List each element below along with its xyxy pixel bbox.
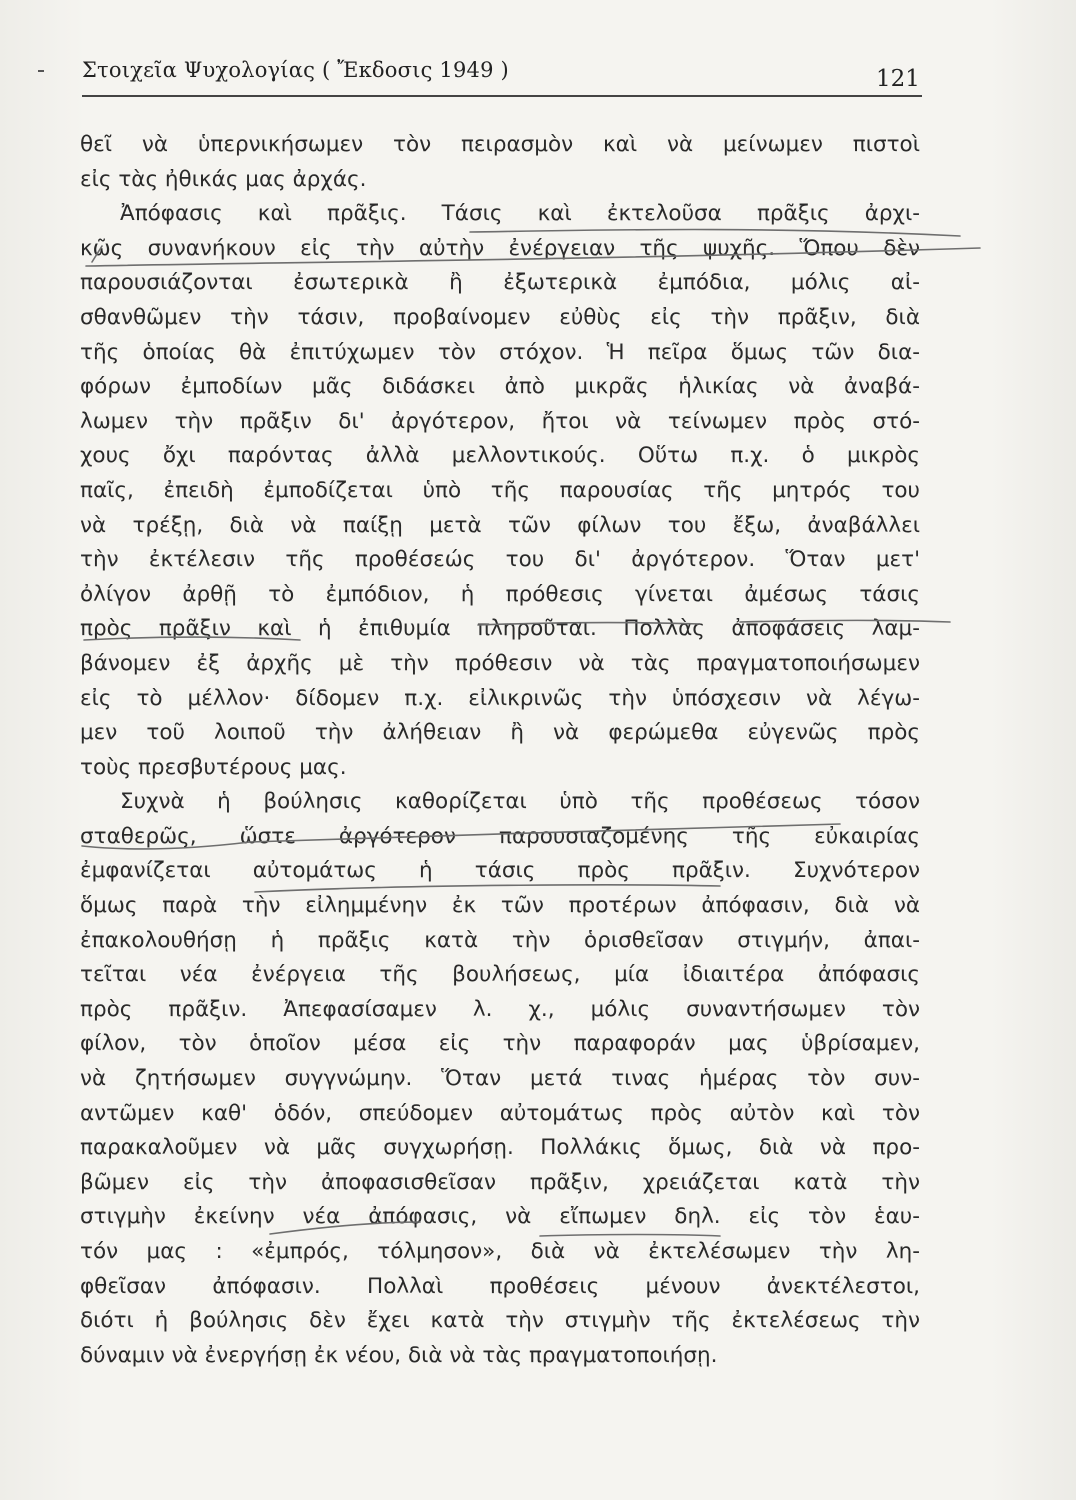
text-line: βῶμεν εἰς τὴν ἀποφασισθεῖσαν πρᾶξιν, χρειάζεται κατὰ τὴν — [80, 1169, 920, 1195]
text-line: στιγμὴν ἐκείνην νέα ἀπόφασις, νὰ εἴπωμεν δηλ. εἰς τὸν ἑαυ- — [80, 1204, 920, 1230]
text-line: φόρων ἐμποδίων μᾶς διδάσκει ἀπὸ μικρᾶς ἡλικίας νὰ ἀναβά- — [80, 374, 920, 400]
body-text — [80, 128, 920, 1373]
text-line: σθανθῶμεν τὴν τάσιν, προβαίνομεν εὐθὺς εἰς τὴν πρᾶξιν, διὰ — [80, 304, 920, 330]
text-line: ἐμφανίζεται αὐτομάτως ἡ τάσις πρὸς πρᾶξιν. Συχνότερον — [80, 858, 920, 884]
text-line: τεῖται νέα ἐνέργεια τῆς βουλήσεως, μία ἰδιαιτέρα ἀπόφασις — [80, 962, 920, 988]
text-line: Ἀπόφασις καὶ πρᾶξις. Τάσις καὶ ἐκτελοῦσα πρᾶξις ἀρχι- — [120, 201, 920, 227]
text-line: εἰς τὰς ἠθικάς μας ἀρχάς. — [80, 166, 367, 192]
text-line: παρακαλοῦμεν νὰ μᾶς συγχωρήσῃ. Πολλάκις ὅμως, διὰ νὰ προ- — [80, 1135, 920, 1161]
text-line: σταθερῶς, ὥστε ἀργότερον παρουσιαζομένης τῆς εὐκαιρίας — [80, 823, 920, 849]
text-line: δύναμιν νὰ ἐνεργήσῃ ἐκ νέου, διὰ νὰ τὰς πραγματοποιήσῃ. — [80, 1342, 718, 1368]
text-line: φίλον, τὸν ὁποῖον μέσα εἰς τὴν παραφοράν μας ὑβρίσαμεν, — [80, 1031, 920, 1057]
text-line: Συχνὰ ἡ βούλησις καθορίζεται ὑπὸ τῆς προθέσεως τόσον — [120, 789, 920, 815]
text-line: νὰ ζητήσωμεν συγγνώμην. Ὅταν μετά τινας ἡμέρας τὸν συν- — [80, 1066, 920, 1092]
text-line: νὰ τρέξῃ, διὰ νὰ παίξῃ μετὰ τῶν φίλων του ἔξω, ἀναβάλλει — [80, 512, 920, 538]
text-line: παῖς, ἐπειδὴ ἐμποδίζεται ὑπὸ τῆς παρουσίας τῆς μητρός του — [80, 477, 920, 503]
text-line: αντῶμεν καθ' ὁδόν, σπεύδομεν αὐτομάτως πρὸς αὐτὸν καὶ τὸν — [80, 1100, 920, 1126]
text-line: λωμεν τὴν πρᾶξιν δι' ἀργότερον, ἤτοι νὰ τείνωμεν πρὸς στό- — [80, 408, 920, 434]
text-line: ἐπακολουθήσῃ ἡ πρᾶξις κατὰ τὴν ὁρισθεῖσαν στιγμήν, ἀπαι- — [80, 927, 920, 953]
text-line: φθεῖσαν ἀπόφασιν. Πολλαὶ προθέσεις μένουν ἀνεκτέλεστοι, — [80, 1273, 920, 1299]
text-line: θεῖ νὰ ὑπερνικήσωμεν τὸν πειρασμὸν καὶ νὰ μείνωμεν πιστοὶ — [80, 132, 920, 157]
text-line: τόν μας : «ἐμπρός, τόλμησον», διὰ νὰ ἐκτελέσωμεν τὴν λη- — [80, 1239, 920, 1264]
text-line: τοὺς πρεσβυτέρους μας. — [80, 754, 347, 780]
text-line: εἰς τὸ μέλλον· δίδομεν π.χ. εἰλικρινῶς τὴν ὑπόσχεσιν νὰ λέγω- — [80, 685, 920, 711]
text-line: μεν τοῦ λοιποῦ τὴν ἀλήθειαν ἢ νὰ φερώμεθα εὐγενῶς πρὸς — [80, 720, 920, 746]
text-line: πρὸς πρᾶξιν. Ἀπεφασίσαμεν λ. χ., μόλις συναντήσωμεν τὸν — [80, 996, 920, 1022]
text-line: ὀλίγον ἀρθῇ τὸ ἐμπόδιον, ἡ πρόθεσις γίνεται ἀμέσως τάσις — [80, 581, 920, 607]
text-line: χους ὄχι παρόντας ἀλλὰ μελλοντικούς. Οὕτω π.χ. ὁ μικρὸς — [80, 443, 920, 469]
header-rule — [82, 95, 922, 97]
text-line: κῶς συνανήκουν εἰς τὴν αὐτὴν ἐνέργειαν τῆς ψυχῆς. Ὅπου δὲν — [80, 235, 920, 261]
text-line: διότι ἡ βούλησις δὲν ἔχει κατὰ τὴν στιγμὴν τῆς ἐκτελέσεως τὴν — [80, 1308, 920, 1334]
text-line: ὅμως παρὰ τὴν εἰλημμένην ἐκ τῶν προτέρων ἀπόφασιν, διὰ νὰ — [80, 893, 920, 919]
page-number: 121 — [876, 66, 920, 92]
text-line: παρουσιάζονται ἐσωτερικὰ ἢ ἐξωτερικὰ ἐμπόδια, μόλις αἰ- — [80, 270, 920, 296]
text-line: βάνομεν ἐξ ἀρχῆς μὲ τὴν πρόθεσιν νὰ τὰς πραγματοποιήσωμεν — [80, 650, 920, 676]
running-title: Στοιχεῖα Ψυχολογίας ( Ἔκδοσις 1949 ) — [82, 58, 509, 82]
text-line: τῆς ὁποίας θὰ ἐπιτύχωμεν τὸν στόχον. Ἡ πεῖρα ὅμως τῶν δια- — [80, 339, 920, 365]
text-line: τὴν ἐκτέλεσιν τῆς προθέσεώς του δι' ἀργότερον. Ὅταν μετ' — [80, 547, 920, 573]
text-line: πρὸς πρᾶξιν καὶ ἡ ἐπιθυμία πληροῦται. Πολλὰς ἀποφάσεις λαμ- — [80, 616, 920, 642]
margin-mark — [38, 70, 44, 72]
